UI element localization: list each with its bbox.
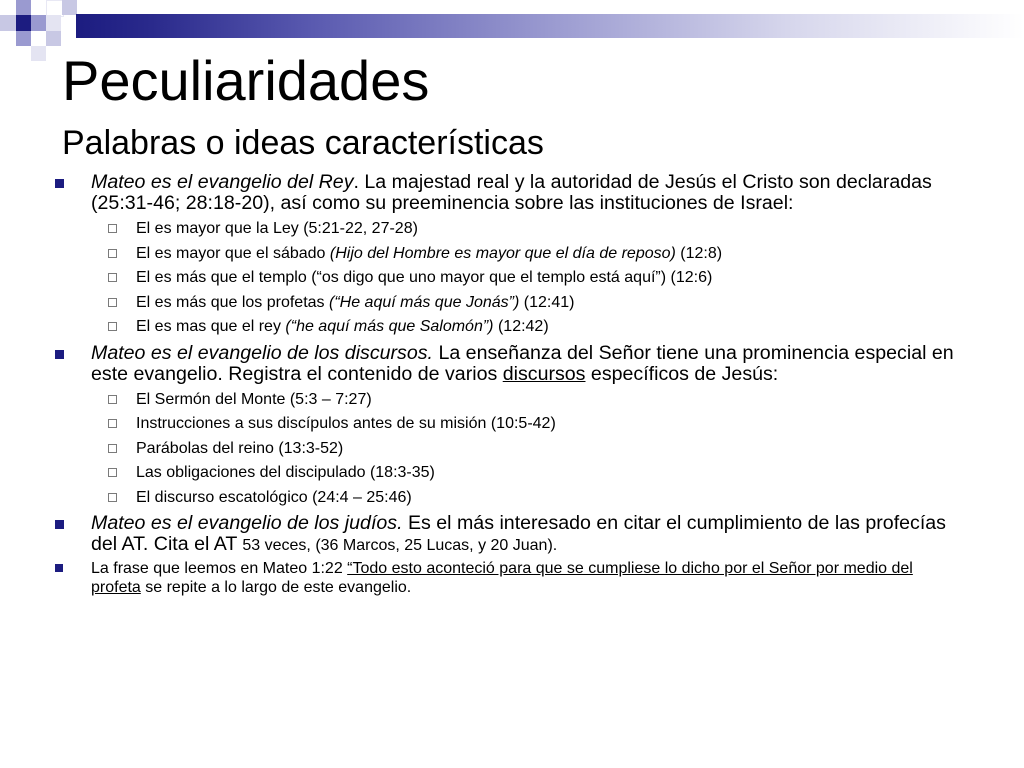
bullet-lead: Mateo es el evangelio del Rey <box>91 171 354 193</box>
slide-title: Peculiaridades <box>62 49 430 112</box>
bullet-text: La frase que leemos en Mateo 1:22 <box>91 560 348 577</box>
bullet-evangelio-del-rey <box>50 172 960 214</box>
list-item <box>50 217 960 242</box>
hollow-square-bullet-icon <box>108 419 117 428</box>
bullet-evangelio-de-los-discursos <box>50 343 960 385</box>
list-item <box>50 266 960 291</box>
hollow-square-bullet-icon <box>108 468 117 477</box>
bullet-evangelio-de-los-judios <box>50 513 960 556</box>
bullet-text-end: se repite a lo largo de este evangelio. <box>140 579 412 596</box>
bullet-text-end: específicos de Jesús: <box>585 362 779 385</box>
item-text: El es más que el templo (“os digo que uno mayor que el templo está aquí”) (12:6) <box>136 269 713 286</box>
deco-square <box>16 31 31 46</box>
item-text: El es mayor que la Ley (5:21-22, 27-28) <box>136 220 418 237</box>
deco-square <box>46 15 61 31</box>
sub-list-rey <box>50 217 960 340</box>
list-item <box>50 412 960 437</box>
hollow-square-bullet-icon <box>108 224 117 233</box>
item-text: Instrucciones a sus discípulos antes de su misión (10:5-42) <box>136 415 556 432</box>
item-reference: (12:41) <box>519 293 575 311</box>
item-quote: (“He aquí más que Jonás”) <box>328 293 520 311</box>
item-reference: (12:42) <box>493 318 549 335</box>
bullet-lead: Mateo es el evangelio de los discursos. <box>91 341 433 364</box>
hollow-square-bullet-icon <box>108 493 117 502</box>
list-item <box>50 388 960 413</box>
item-text: El es mas que el rey <box>136 318 286 335</box>
item-reference: (12:8) <box>675 244 723 262</box>
list-item <box>50 315 960 340</box>
deco-square <box>31 15 46 31</box>
hollow-square-bullet-icon <box>108 395 117 404</box>
list-item <box>50 437 960 462</box>
sub-list-discursos <box>50 388 960 511</box>
item-quote: (Hijo del Hombre es mayor que el día de reposo) <box>329 244 676 262</box>
hollow-square-bullet-icon <box>108 444 117 453</box>
hollow-square-bullet-icon <box>108 298 117 307</box>
mateo-quote-link[interactable]: “Todo esto aconteció para que se cumpliese lo dicho por el Señor por medio del profeta <box>91 560 913 596</box>
item-text: El es mayor que el sábado <box>136 244 330 262</box>
hollow-square-bullet-icon <box>108 322 117 331</box>
item-text: Parábolas del reino (13:3-52) <box>136 439 344 457</box>
bullet-lead: Mateo es el evangelio de los judíos. <box>91 512 403 534</box>
square-bullet-icon <box>55 564 63 572</box>
header-gradient-bar <box>76 14 1024 38</box>
list-item <box>50 242 960 267</box>
item-quote: (“he aquí más que Salomón”) <box>285 318 494 335</box>
bullet-text: . La majestad real y la autoridad de Jesús el Cristo son declaradas (25:31-46; 28:18-20), así como su preeminencia sobre las instituciones de Israel: <box>91 171 932 214</box>
square-bullet-icon <box>55 179 64 188</box>
item-text: El Sermón del Monte (5:3 – 7:27) <box>136 390 372 408</box>
item-text: Las obligaciones del discipulado (18:3-35) <box>136 464 435 481</box>
bullet-citation-count: 53 veces, (36 Marcos, 25 Lucas, y 20 Juan). <box>242 537 558 554</box>
list-item <box>50 291 960 316</box>
deco-square <box>0 15 16 31</box>
slide-content <box>50 172 960 600</box>
item-text: El discurso escatológico (24:4 – 25:46) <box>136 488 412 506</box>
slide-subtitle: Palabras o ideas características <box>62 124 544 162</box>
square-bullet-icon <box>55 520 64 529</box>
hollow-square-bullet-icon <box>108 273 117 282</box>
deco-square <box>16 0 31 15</box>
item-text: El es más que los profetas <box>136 293 329 311</box>
bullet-frase-mateo <box>50 559 960 597</box>
square-bullet-icon <box>55 350 64 359</box>
bullet-text: La enseñanza del Señor tiene una prominencia especial en este evangelio. Registra el contenido de varios <box>91 341 954 385</box>
list-item <box>50 486 960 511</box>
list-item <box>50 461 960 486</box>
discursos-link[interactable]: discursos <box>502 362 586 385</box>
hollow-square-bullet-icon <box>108 249 117 258</box>
deco-square <box>31 46 46 61</box>
bullet-text: Es el más interesado en citar el cumplimiento de las profecías del AT. Cita el AT <box>91 512 946 555</box>
deco-square <box>16 15 31 31</box>
deco-square <box>46 31 61 46</box>
deco-square <box>62 0 77 15</box>
